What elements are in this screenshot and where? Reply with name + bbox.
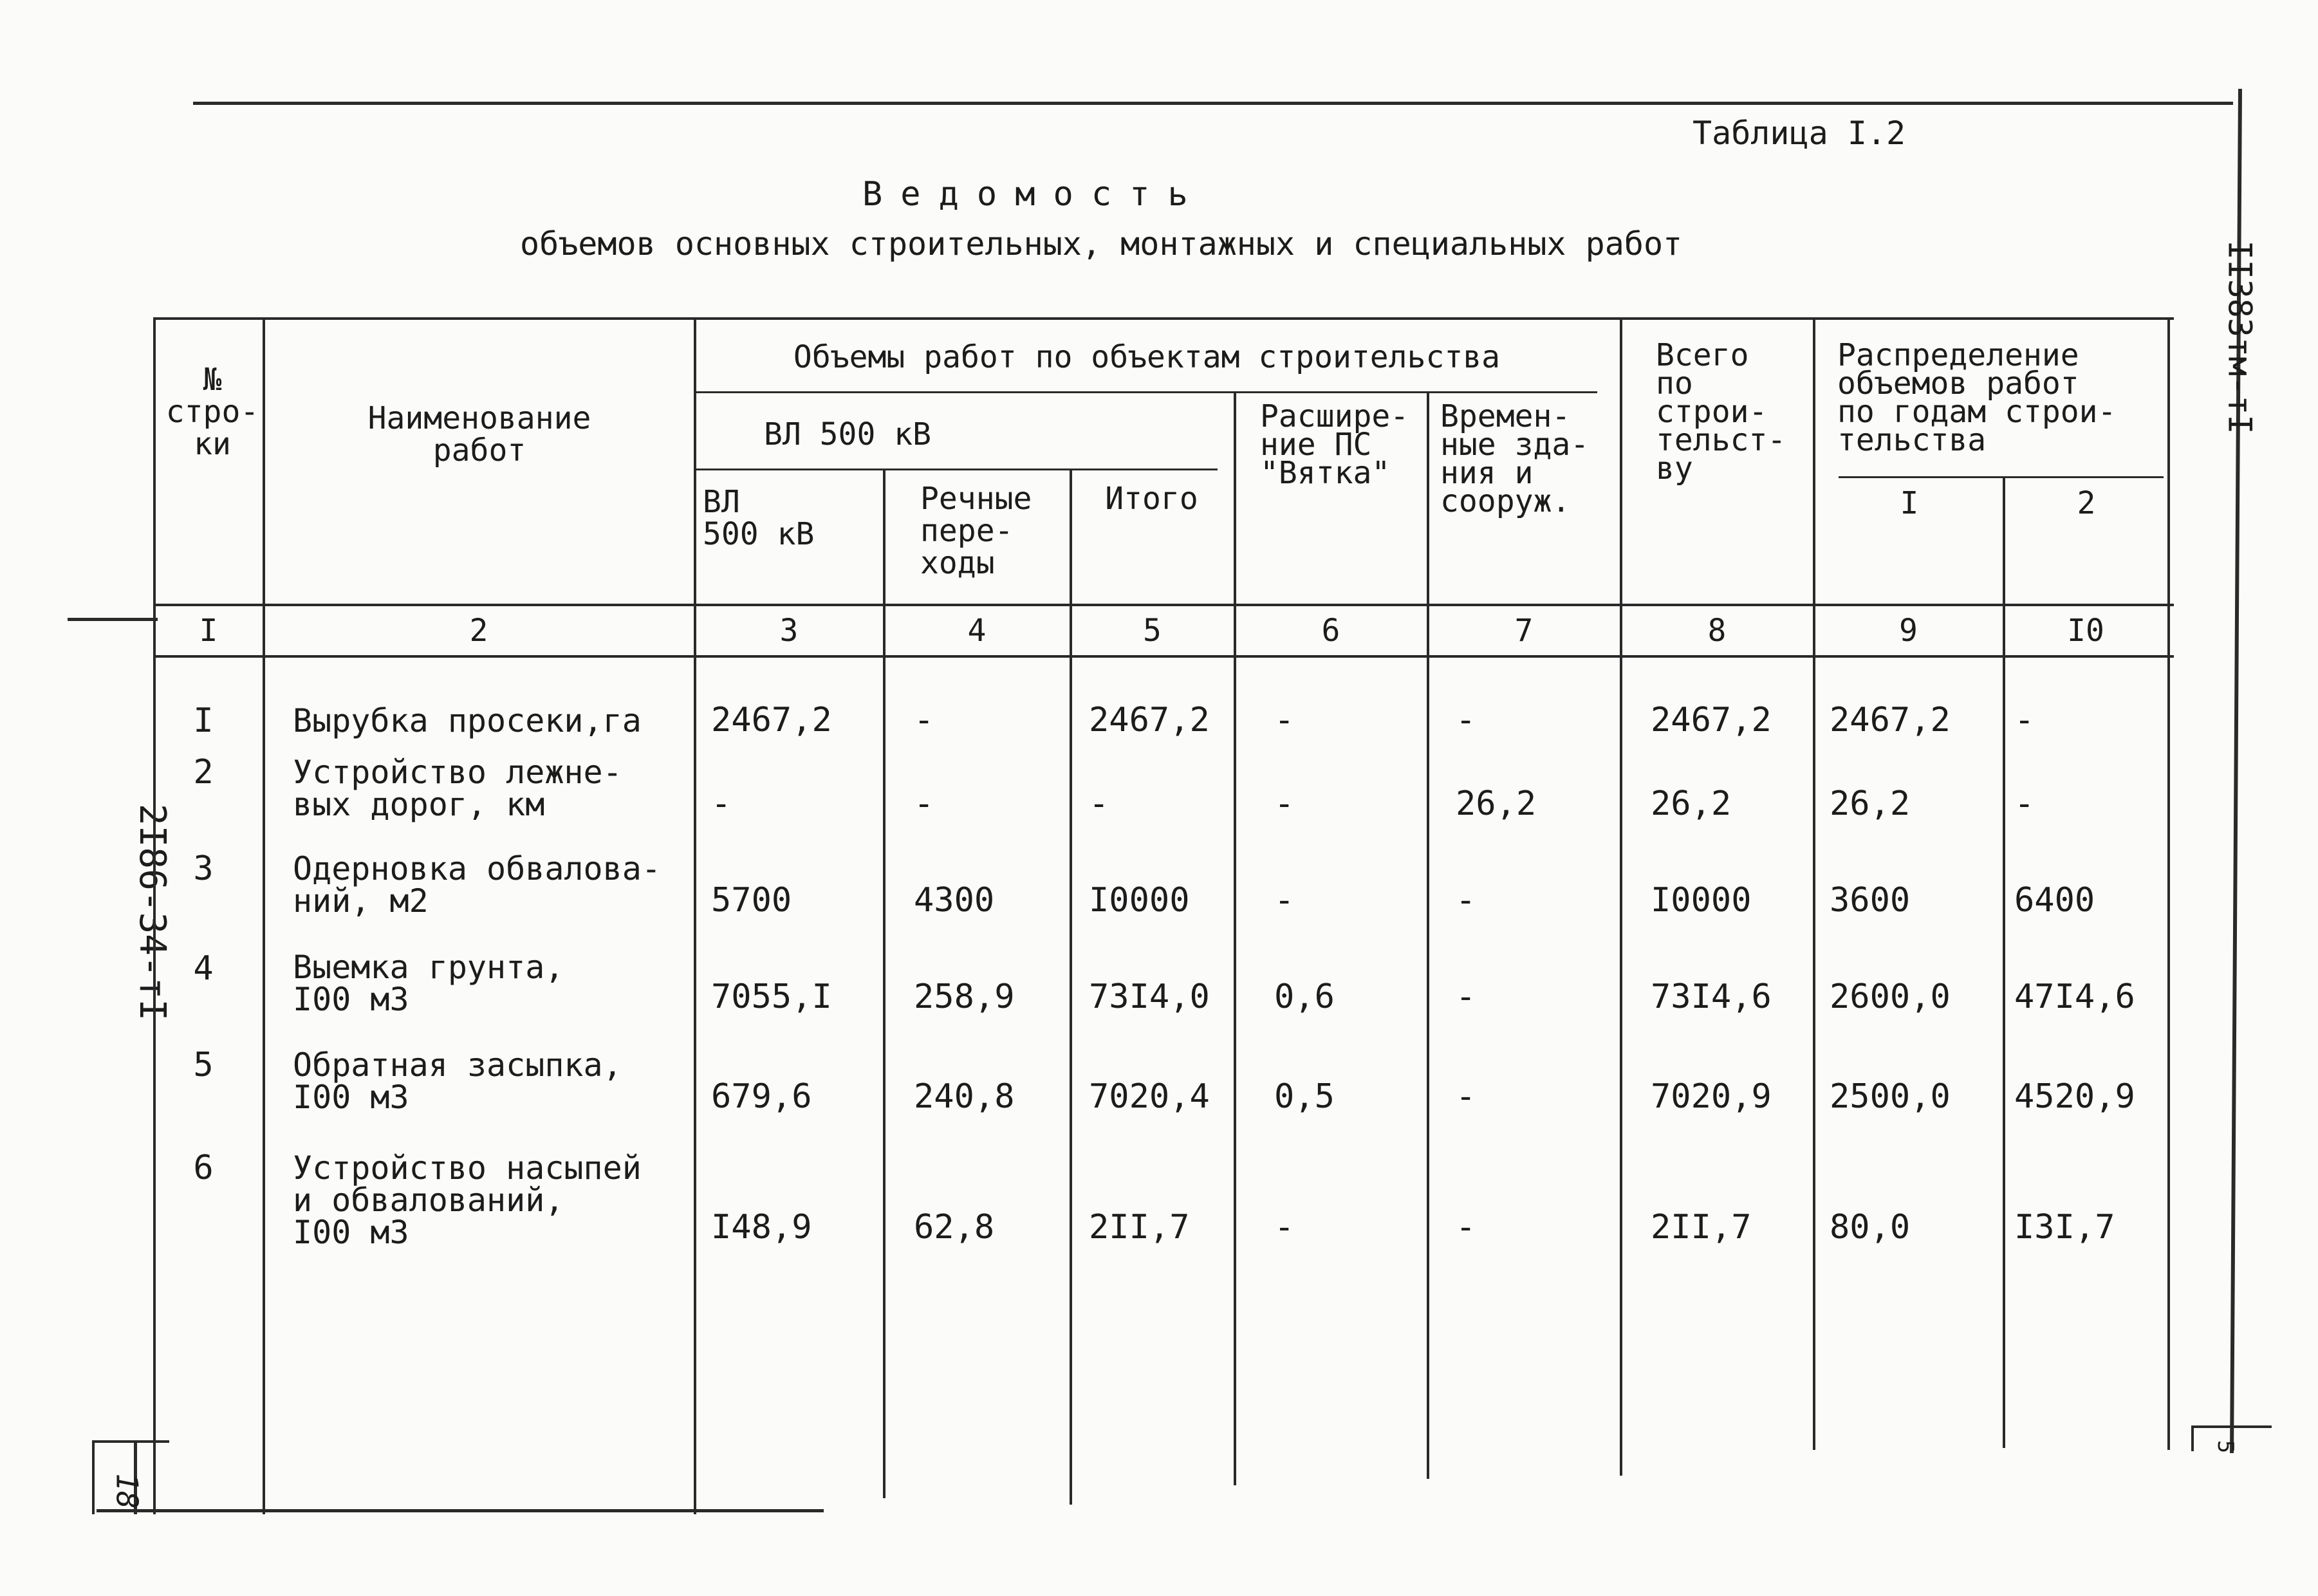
column-number: 2	[469, 613, 488, 649]
work-name: Вырубка просеки,га	[293, 702, 642, 739]
year2-value: 4520,9	[2014, 1077, 2135, 1116]
header-bottom-line	[153, 604, 2174, 606]
header-year-1: I	[1900, 485, 1919, 521]
side-code-left: 2I86-34-тI	[131, 803, 174, 1021]
header-volumes-group: Объемы работ по объектам строительства	[793, 339, 1501, 375]
corner-mark: 5	[2212, 1440, 2239, 1454]
header-vl500-group: ВЛ 500 кВ	[763, 416, 932, 452]
work-name: Устройство лежне- вых дорог, км	[293, 754, 622, 823]
year1-value: 3600	[1830, 881, 1911, 920]
header-distribution: Распределение объемов работ по годам строи- тельства	[1837, 337, 2117, 458]
temp-value: -	[1456, 978, 1476, 1016]
col-line	[153, 317, 156, 1514]
header-all: Всего по строи- тельст- ву	[1656, 337, 1786, 487]
document-title: Ведомость	[862, 175, 1206, 214]
column-number: I	[199, 613, 218, 649]
year2-value: 6400	[2014, 881, 2095, 920]
temp-value: -	[1456, 881, 1476, 920]
ps-ext-value: -	[1274, 701, 1295, 739]
col-line	[2167, 317, 2170, 1450]
all-value: I0000	[1651, 881, 1752, 920]
header-river: Речные пере- ходы	[920, 481, 1032, 581]
year1-value: 2500,0	[1830, 1077, 1951, 1116]
vl500-value: I48,9	[711, 1208, 812, 1247]
temp-value: -	[1456, 701, 1476, 739]
all-value: 2II,7	[1651, 1208, 1752, 1247]
all-value: 2467,2	[1651, 701, 1772, 739]
year1-value: 2467,2	[1830, 701, 1951, 739]
col-line	[1813, 317, 1815, 1450]
header-work-name: Наименование работ	[367, 400, 591, 469]
header-temp: Времен- ные зда- ния и соорyж.	[1440, 398, 1590, 519]
col-line	[1620, 317, 1622, 1476]
total-value: 73I4,0	[1089, 978, 1210, 1016]
vl500-value: 7055,I	[711, 978, 832, 1016]
ps-ext-value: 0,5	[1274, 1077, 1335, 1116]
row-number: 2	[193, 753, 214, 792]
temp-value: 26,2	[1456, 784, 1537, 823]
side-code-right: II383тм-тI	[2221, 240, 2259, 434]
column-number: I0	[2067, 613, 2104, 649]
total-value: I0000	[1089, 881, 1190, 920]
year2-value: 47I4,6	[2014, 978, 2135, 1016]
row-number: 5	[193, 1046, 214, 1084]
river-value: 258,9	[914, 978, 1015, 1016]
volumes-group-underline	[696, 391, 1597, 393]
column-number: 8	[1707, 613, 1727, 649]
river-value: 240,8	[914, 1077, 1015, 1116]
vl500-value: 2467,2	[711, 701, 832, 739]
row-number: 4	[193, 949, 214, 988]
river-value: 4300	[914, 881, 995, 920]
all-value: 73I4,6	[1651, 978, 1772, 1016]
vl500-group-underline	[696, 469, 1218, 470]
header-ps-ext: Расшире- ние ПС "Вятка"	[1260, 398, 1409, 491]
row-number: I	[193, 701, 214, 740]
ps-ext-value: -	[1274, 881, 1295, 920]
temp-value: -	[1456, 1077, 1476, 1116]
column-number: 6	[1321, 613, 1340, 649]
row-number: 6	[193, 1149, 214, 1187]
column-number: 3	[779, 613, 799, 649]
total-value: -	[1089, 784, 1109, 823]
header-year-2: 2	[2077, 485, 2096, 521]
vl500-value: -	[711, 784, 732, 823]
work-name: Одерновка обвалова- ний, м2	[293, 850, 661, 920]
col-line	[1427, 391, 1429, 1479]
total-value: 7020,4	[1089, 1077, 1210, 1116]
page-number: 18	[109, 1473, 145, 1509]
header-vl500: ВЛ 500 кВ	[703, 484, 815, 552]
header-row-no: № стро- ки	[165, 362, 259, 462]
work-name: Обратная засыпка, I00 м3	[293, 1046, 622, 1116]
all-value: 26,2	[1651, 784, 1732, 823]
col-line	[694, 317, 696, 1514]
distr-group-underline	[1839, 476, 2164, 478]
table-top-line	[153, 317, 2174, 320]
ps-ext-value: 0,6	[1274, 978, 1335, 1016]
column-numbers-line	[153, 655, 2174, 658]
column-number: 7	[1514, 613, 1534, 649]
year2-value: I3I,7	[2014, 1208, 2115, 1247]
col-line	[263, 317, 265, 1514]
column-number: 5	[1143, 613, 1162, 649]
year1-value: 2600,0	[1830, 978, 1951, 1016]
river-value: -	[914, 701, 934, 739]
ps-ext-value: -	[1274, 1208, 1295, 1247]
row-number: 3	[193, 849, 214, 888]
year2-value: -	[2014, 701, 2035, 739]
total-value: 2II,7	[1089, 1208, 1190, 1247]
document-subtitle: объемов основных строительных, монтажных и специальных работ	[520, 225, 1683, 263]
header-total: Итого	[1105, 481, 1198, 517]
table-label: Таблица I.2	[1692, 115, 1906, 152]
col-line	[1234, 391, 1236, 1485]
river-value: 62,8	[914, 1208, 995, 1247]
work-name: Выемка грунта, I00 м3	[293, 949, 564, 1018]
year1-value: 26,2	[1830, 784, 1911, 823]
year2-value: -	[2014, 784, 2035, 823]
vl500-value: 5700	[711, 881, 792, 920]
vl500-value: 679,6	[711, 1077, 812, 1116]
work-name: Устройство насыпей и обвалований, I00 м3	[293, 1149, 642, 1251]
total-value: 2467,2	[1089, 701, 1210, 739]
temp-value: -	[1456, 1208, 1476, 1247]
column-number: 9	[1899, 613, 1918, 649]
column-number: 4	[967, 613, 987, 649]
ps-ext-value: -	[1274, 784, 1295, 823]
all-value: 7020,9	[1651, 1077, 1772, 1116]
river-value: -	[914, 784, 934, 823]
year1-value: 80,0	[1830, 1208, 1911, 1247]
